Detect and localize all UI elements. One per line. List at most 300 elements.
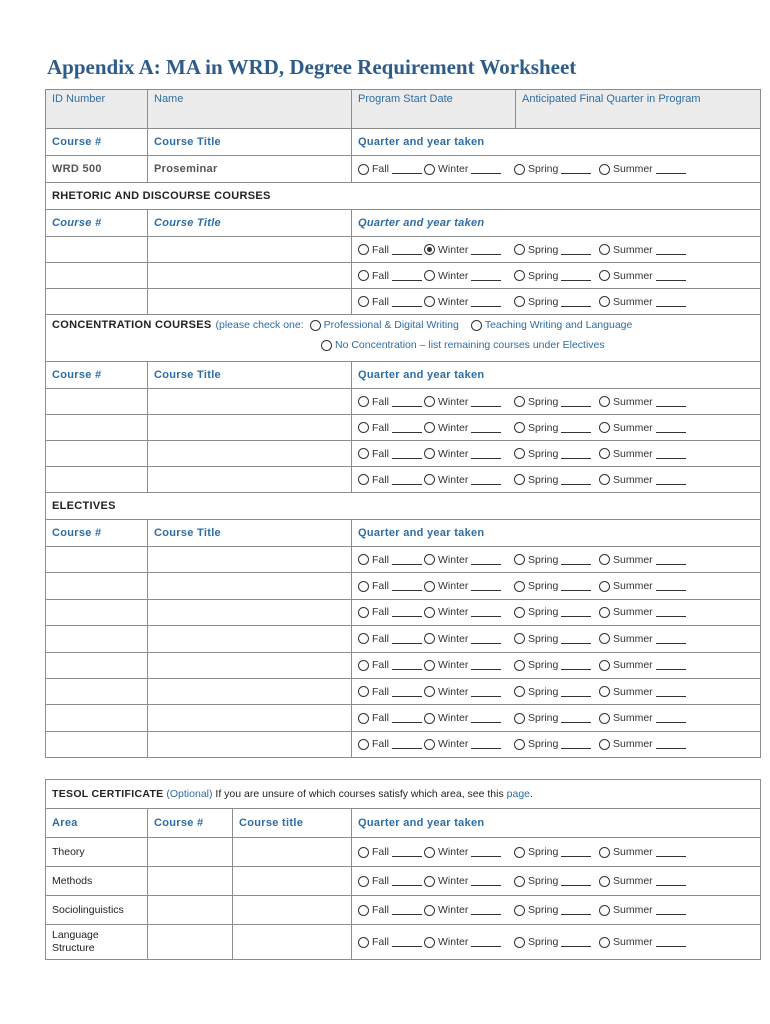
- quarter-cell: [352, 441, 761, 467]
- option-fall: [358, 712, 424, 724]
- col-area: Area: [46, 809, 148, 838]
- blank-line: [471, 937, 501, 947]
- radio-spring[interactable]: [514, 164, 525, 175]
- col-quarter: Quarter and year taken: [352, 520, 761, 547]
- radio-teaching[interactable]: [471, 320, 482, 331]
- radio-winter[interactable]: [424, 474, 435, 485]
- radio-summer[interactable]: [599, 296, 610, 307]
- blank-line: [471, 297, 501, 307]
- option-spring: [514, 296, 599, 308]
- quarter-cell: [352, 263, 761, 289]
- blank-line: [471, 713, 501, 723]
- radio-winter[interactable]: [424, 713, 435, 724]
- course-field[interactable]: [148, 705, 352, 731]
- option-winter-label: Winter: [438, 447, 469, 460]
- option-fall: [358, 904, 424, 916]
- option-fall-label: Fall: [372, 659, 389, 672]
- radio-fall[interactable]: [358, 581, 369, 592]
- radio-summer[interactable]: [599, 607, 610, 618]
- option-fall-label: Fall: [372, 553, 389, 566]
- radio-professional[interactable]: [310, 320, 321, 331]
- course-field[interactable]: [46, 547, 148, 573]
- column-header-row: [46, 129, 761, 156]
- radio-spring[interactable]: [514, 739, 525, 750]
- blank-line: [656, 449, 686, 459]
- course-field[interactable]: [148, 626, 352, 652]
- course-field[interactable]: [148, 896, 233, 925]
- radio-winter[interactable]: [424, 607, 435, 618]
- radio-spring[interactable]: [514, 660, 525, 671]
- option-spring-label: Spring: [528, 553, 559, 566]
- option-fall-label: Fall: [372, 936, 389, 948]
- col-course-title: Course Title: [148, 129, 352, 156]
- radio-summer[interactable]: [599, 581, 610, 592]
- radio-spring[interactable]: [514, 876, 525, 887]
- radio-winter[interactable]: [424, 937, 435, 948]
- radio-summer[interactable]: [599, 937, 610, 948]
- course-field[interactable]: [46, 626, 148, 652]
- radio-fall[interactable]: [358, 448, 369, 459]
- radio-summer[interactable]: [599, 660, 610, 671]
- radio-fall[interactable]: [358, 905, 369, 916]
- option-winter: [424, 580, 514, 592]
- radio-fall[interactable]: [358, 270, 369, 281]
- option-summer: [599, 875, 686, 887]
- course-field[interactable]: [233, 867, 352, 896]
- col-quarter: Quarter and year taken: [352, 210, 761, 237]
- option-fall: [358, 554, 424, 566]
- radio-winter[interactable]: [424, 554, 435, 565]
- option-fall: [358, 448, 424, 460]
- radio-winter[interactable]: [424, 396, 435, 407]
- option-winter: [424, 633, 514, 645]
- option-fall-label: Fall: [372, 685, 389, 698]
- radio-summer[interactable]: [599, 905, 610, 916]
- col-course-title: Course Title: [148, 210, 352, 237]
- quarter-options: [358, 244, 754, 256]
- blank-line: [471, 660, 501, 670]
- option-winter-label: Winter: [438, 243, 469, 256]
- course-field[interactable]: [233, 925, 352, 960]
- radio-spring[interactable]: [514, 847, 525, 858]
- concentration-option-none: [321, 339, 605, 351]
- section-header-concentration: [46, 315, 761, 362]
- area-label: Language Structure: [46, 925, 148, 960]
- option-spring-label: Spring: [528, 580, 559, 593]
- option-summer-label: Summer: [613, 243, 653, 256]
- section-header-electives: [46, 493, 761, 520]
- option-fall-label: Fall: [372, 632, 389, 645]
- radio-winter[interactable]: [424, 739, 435, 750]
- tesol-text: If you are unsure of which courses satisfy which area, see this: [215, 788, 504, 800]
- quarter-cell: [352, 156, 761, 183]
- option-summer-label: Summer: [613, 738, 653, 751]
- blank-line: [392, 475, 422, 485]
- rhetoric-heading: RHETORIC AND DISCOURSE COURSES: [46, 183, 761, 210]
- option-spring-label: Spring: [528, 936, 559, 948]
- option-winter: [424, 448, 514, 460]
- blank-line: [656, 634, 686, 644]
- option-spring-label: Spring: [528, 712, 559, 725]
- quarter-cell: [352, 289, 761, 315]
- radio-summer[interactable]: [599, 270, 610, 281]
- course-field[interactable]: [46, 263, 148, 289]
- radio-fall[interactable]: [358, 296, 369, 307]
- blank-line: [471, 397, 501, 407]
- radio-spring[interactable]: [514, 296, 525, 307]
- option-fall-label: Fall: [372, 712, 389, 725]
- option-fall: [358, 422, 424, 434]
- course-row: [46, 731, 761, 757]
- radio-fall[interactable]: [358, 660, 369, 671]
- course-field[interactable]: [46, 573, 148, 599]
- column-header-row: [46, 362, 761, 389]
- blank-line: [392, 687, 422, 697]
- blank-line: [471, 607, 501, 617]
- option-spring: [514, 422, 599, 434]
- radio-fall[interactable]: [358, 937, 369, 948]
- option-summer: [599, 633, 686, 645]
- option-winter-label: Winter: [438, 395, 469, 408]
- course-field[interactable]: [46, 678, 148, 704]
- blank-line: [471, 555, 501, 565]
- tesol-heading: TESOL CERTIFICATE: [52, 788, 164, 800]
- radio-spring[interactable]: [514, 937, 525, 948]
- radio-summer[interactable]: [599, 554, 610, 565]
- radio-spring[interactable]: [514, 554, 525, 565]
- option-winter: [424, 875, 514, 887]
- radio-winter[interactable]: [424, 296, 435, 307]
- section-header-rhetoric: [46, 183, 761, 210]
- radio-winter[interactable]: [424, 164, 435, 175]
- quarter-options: [358, 448, 754, 460]
- radio-no-concentration[interactable]: [321, 340, 332, 351]
- blank-line: [392, 164, 422, 174]
- blank-line: [471, 687, 501, 697]
- course-field[interactable]: [233, 838, 352, 867]
- quarter-cell: [352, 925, 761, 960]
- radio-winter[interactable]: [424, 581, 435, 592]
- col-course-num: Course #: [46, 362, 148, 389]
- option-summer: [599, 244, 686, 256]
- course-field[interactable]: [148, 925, 233, 960]
- final-quarter-field[interactable]: Anticipated Final Quarter in Program: [516, 90, 761, 129]
- radio-winter[interactable]: [424, 686, 435, 697]
- blank-line: [656, 847, 686, 857]
- option-fall: [358, 474, 424, 486]
- program-start-field[interactable]: Program Start Date: [352, 90, 516, 129]
- radio-spring[interactable]: [514, 270, 525, 281]
- radio-spring[interactable]: [514, 686, 525, 697]
- course-field[interactable]: [148, 237, 352, 263]
- radio-summer[interactable]: [599, 422, 610, 433]
- radio-fall[interactable]: [358, 876, 369, 887]
- radio-summer[interactable]: [599, 164, 610, 175]
- radio-fall[interactable]: [358, 686, 369, 697]
- course-field[interactable]: [148, 547, 352, 573]
- course-row: [46, 389, 761, 415]
- option-fall-label: Fall: [372, 904, 389, 916]
- blank-line: [656, 876, 686, 886]
- radio-spring[interactable]: [514, 244, 525, 255]
- radio-summer[interactable]: [599, 448, 610, 459]
- option-winter: [424, 659, 514, 671]
- blank-line: [656, 423, 686, 433]
- blank-line: [656, 397, 686, 407]
- radio-fall[interactable]: [358, 164, 369, 175]
- course-field[interactable]: [148, 389, 352, 415]
- option-spring-label: Spring: [528, 447, 559, 460]
- tesol-page-link[interactable]: page: [506, 788, 531, 800]
- blank-line: [656, 607, 686, 617]
- radio-spring[interactable]: [514, 422, 525, 433]
- option-spring-label: Spring: [528, 269, 559, 282]
- id-number-field[interactable]: ID Number: [46, 90, 148, 129]
- option-fall: [358, 296, 424, 308]
- option-fall: [358, 580, 424, 592]
- blank-line: [656, 475, 686, 485]
- option-spring-label: Spring: [528, 606, 559, 619]
- radio-spring[interactable]: [514, 607, 525, 618]
- course-row: [46, 547, 761, 573]
- blank-line: [392, 937, 422, 947]
- option-fall-label: Fall: [372, 580, 389, 593]
- radio-summer[interactable]: [599, 739, 610, 750]
- quarter-options: [358, 659, 754, 671]
- radio-winter[interactable]: [424, 876, 435, 887]
- blank-line: [561, 164, 591, 174]
- course-field[interactable]: [46, 289, 148, 315]
- option-spring-label: Spring: [528, 875, 559, 887]
- quarter-options: [358, 580, 754, 592]
- option-summer: [599, 936, 686, 948]
- option-spring-label: Spring: [528, 904, 559, 916]
- course-field[interactable]: [148, 441, 352, 467]
- blank-line: [471, 634, 501, 644]
- quarter-cell: [352, 896, 761, 925]
- radio-spring[interactable]: [514, 713, 525, 724]
- option-fall: [358, 686, 424, 698]
- option-winter-label: Winter: [438, 738, 469, 751]
- blank-line: [392, 449, 422, 459]
- radio-spring[interactable]: [514, 905, 525, 916]
- option-summer-label: Summer: [613, 875, 653, 887]
- course-field[interactable]: [46, 237, 148, 263]
- course-field[interactable]: [148, 599, 352, 625]
- option-winter: [424, 396, 514, 408]
- option-summer: [599, 712, 686, 724]
- quarter-options: [358, 936, 754, 948]
- radio-summer[interactable]: [599, 686, 610, 697]
- radio-fall[interactable]: [358, 422, 369, 433]
- option-fall: [358, 738, 424, 750]
- blank-line: [561, 937, 591, 947]
- course-row: [46, 626, 761, 652]
- course-row: [46, 237, 761, 263]
- blank-line: [656, 660, 686, 670]
- radio-winter[interactable]: [424, 270, 435, 281]
- option-summer-label: Summer: [613, 685, 653, 698]
- option-spring-label: Spring: [528, 243, 559, 256]
- col-course-title: Course title: [233, 809, 352, 838]
- radio-fall[interactable]: [358, 244, 369, 255]
- radio-winter[interactable]: [424, 633, 435, 644]
- option-summer-label: Summer: [613, 580, 653, 593]
- option-fall-label: Fall: [372, 875, 389, 887]
- radio-spring[interactable]: [514, 581, 525, 592]
- option-winter: [424, 712, 514, 724]
- blank-line: [471, 475, 501, 485]
- option-summer-label: Summer: [613, 632, 653, 645]
- option-fall: [358, 396, 424, 408]
- col-course-num: Course #: [46, 210, 148, 237]
- blank-line: [392, 660, 422, 670]
- quarter-options: [358, 396, 754, 408]
- course-row: [46, 263, 761, 289]
- col-course-num: Course #: [148, 809, 233, 838]
- col-course-title: Course Title: [148, 520, 352, 547]
- option-summer: [599, 163, 686, 175]
- radio-fall[interactable]: [358, 607, 369, 618]
- radio-spring[interactable]: [514, 633, 525, 644]
- radio-winter[interactable]: [424, 847, 435, 858]
- radio-winter[interactable]: [424, 660, 435, 671]
- course-field[interactable]: [233, 896, 352, 925]
- option-summer: [599, 904, 686, 916]
- course-field[interactable]: [46, 599, 148, 625]
- radio-summer[interactable]: [599, 876, 610, 887]
- course-field[interactable]: [46, 705, 148, 731]
- radio-fall[interactable]: [358, 554, 369, 565]
- option-fall-label: Fall: [372, 295, 389, 308]
- option-spring: [514, 396, 599, 408]
- course-field[interactable]: [148, 573, 352, 599]
- option-spring: [514, 448, 599, 460]
- radio-summer[interactable]: [599, 713, 610, 724]
- course-field[interactable]: [46, 415, 148, 441]
- blank-line: [471, 581, 501, 591]
- radio-fall[interactable]: [358, 713, 369, 724]
- quarter-cell: [352, 547, 761, 573]
- option-winter-label: Winter: [438, 632, 469, 645]
- name-field[interactable]: Name: [148, 90, 352, 129]
- option-spring: [514, 554, 599, 566]
- blank-line: [471, 876, 501, 886]
- radio-summer[interactable]: [599, 847, 610, 858]
- blank-line: [392, 581, 422, 591]
- course-field[interactable]: [148, 838, 233, 867]
- course-field[interactable]: [148, 289, 352, 315]
- option-winter-label: Winter: [438, 553, 469, 566]
- quarter-options: [358, 422, 754, 434]
- blank-line: [392, 905, 422, 915]
- quarter-options: [358, 712, 754, 724]
- quarter-cell: [352, 867, 761, 896]
- option-winter-label: Winter: [438, 421, 469, 434]
- option-summer: [599, 396, 686, 408]
- radio-winter[interactable]: [424, 448, 435, 459]
- option-spring-label: Spring: [528, 659, 559, 672]
- option-summer-label: Summer: [613, 904, 653, 916]
- radio-spring[interactable]: [514, 396, 525, 407]
- blank-line: [561, 687, 591, 697]
- course-field[interactable]: [148, 652, 352, 678]
- radio-summer[interactable]: [599, 396, 610, 407]
- blank-line: [471, 449, 501, 459]
- option-summer: [599, 296, 686, 308]
- course-field[interactable]: [46, 652, 148, 678]
- radio-summer[interactable]: [599, 474, 610, 485]
- blank-line: [561, 581, 591, 591]
- radio-fall[interactable]: [358, 396, 369, 407]
- blank-line: [471, 164, 501, 174]
- course-field[interactable]: [46, 731, 148, 757]
- course-field[interactable]: [148, 731, 352, 757]
- col-quarter: Quarter and year taken: [352, 362, 761, 389]
- course-field[interactable]: [148, 263, 352, 289]
- radio-fall[interactable]: [358, 739, 369, 750]
- option-label: No Concentration – list remaining courses under Electives: [335, 339, 605, 351]
- course-field[interactable]: [148, 467, 352, 493]
- proseminar-title: Proseminar: [148, 156, 352, 183]
- option-winter: [424, 163, 514, 175]
- tesol-column-header-row: [46, 809, 761, 838]
- option-summer: [599, 474, 686, 486]
- blank-line: [392, 297, 422, 307]
- option-fall-label: Fall: [372, 473, 389, 486]
- radio-summer[interactable]: [599, 633, 610, 644]
- quarter-options: [358, 875, 754, 887]
- radio-winter[interactable]: [424, 905, 435, 916]
- option-winter: [424, 936, 514, 948]
- blank-line: [471, 423, 501, 433]
- radio-summer[interactable]: [599, 244, 610, 255]
- option-spring: [514, 606, 599, 618]
- course-field[interactable]: [148, 415, 352, 441]
- radio-winter[interactable]: [424, 244, 435, 255]
- radio-fall[interactable]: [358, 633, 369, 644]
- option-summer: [599, 580, 686, 592]
- radio-spring[interactable]: [514, 474, 525, 485]
- option-spring-label: Spring: [528, 632, 559, 645]
- option-summer: [599, 448, 686, 460]
- quarter-options: [358, 163, 754, 175]
- option-winter-label: Winter: [438, 659, 469, 672]
- course-field[interactable]: [148, 867, 233, 896]
- col-course-num: Course #: [46, 520, 148, 547]
- option-winter-label: Winter: [438, 685, 469, 698]
- option-fall: [358, 633, 424, 645]
- column-header-row: [46, 210, 761, 237]
- blank-line: [471, 847, 501, 857]
- blank-line: [656, 271, 686, 281]
- course-field[interactable]: [148, 678, 352, 704]
- tesol-table: [45, 779, 761, 960]
- radio-spring[interactable]: [514, 448, 525, 459]
- course-field[interactable]: [46, 441, 148, 467]
- radio-fall[interactable]: [358, 474, 369, 485]
- course-field[interactable]: [46, 467, 148, 493]
- option-spring: [514, 580, 599, 592]
- blank-line: [471, 905, 501, 915]
- option-spring: [514, 474, 599, 486]
- course-field[interactable]: [46, 389, 148, 415]
- radio-winter[interactable]: [424, 422, 435, 433]
- option-fall-label: Fall: [372, 846, 389, 858]
- proseminar-row: [46, 156, 761, 183]
- concentration-option-professional: [310, 319, 459, 331]
- radio-fall[interactable]: [358, 847, 369, 858]
